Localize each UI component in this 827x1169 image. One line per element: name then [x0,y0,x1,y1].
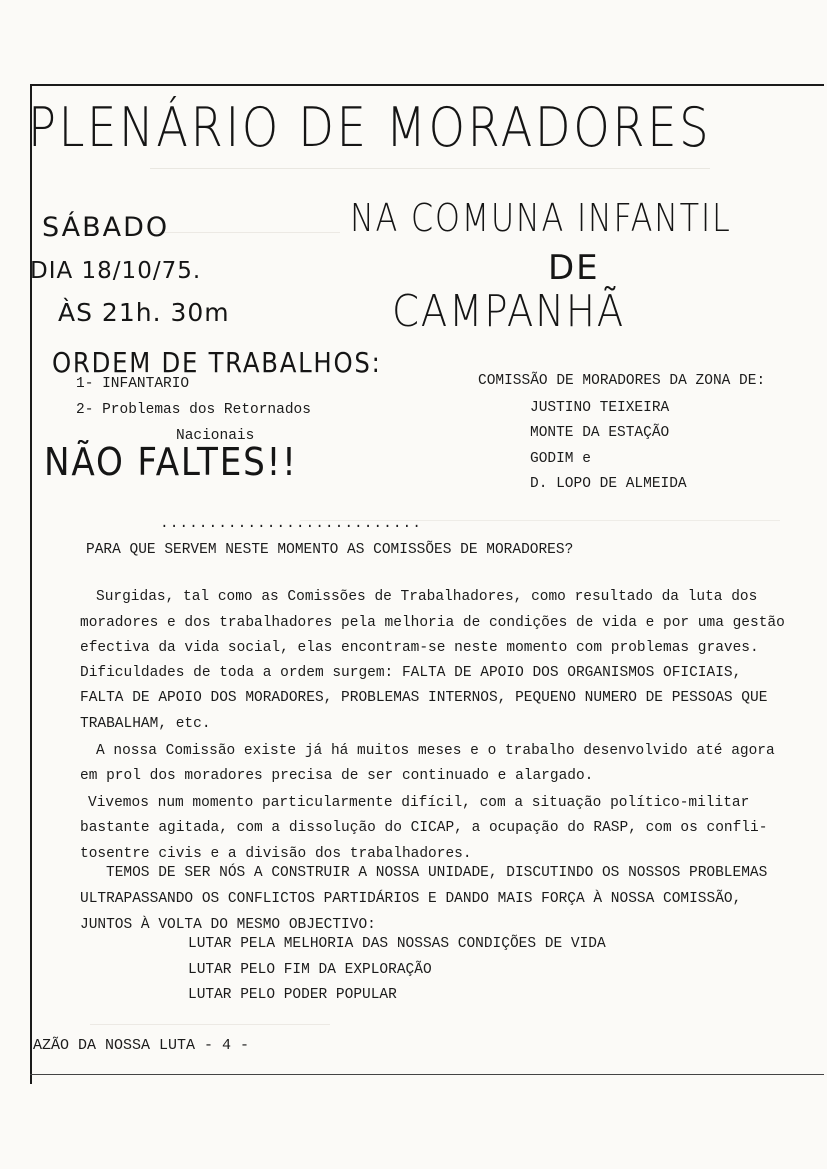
body-line: em prol dos moradores precisa de ser continuado e alargado. [80,768,594,784]
body-line: JUNTOS À VOLTA DO MESMO OBJECTIVO: [80,917,376,933]
call-to-action: NÃO FALTES!! [44,440,298,484]
event-date: DIA 18/10/75. [30,258,202,284]
event-time: ÀS 21h. 30m [58,298,230,327]
event-day: SÁBADO [42,212,170,243]
agenda-item-2: 2- Problemas dos Retornados [76,402,311,418]
body-line: Dificuldades de toda a ordem surgem: FALTA DE APOIO DOS ORGANISMOS OFICIAIS, [80,665,742,681]
body-line: efectiva da vida social, elas encontram-se neste momento com problemas graves. [80,640,759,656]
section-question: PARA QUE SERVEM NESTE MOMENTO AS COMISSÕES DE MORADORES? [86,542,574,558]
agenda-item-1: 1- INFANTARIO [76,376,190,392]
commission-title: COMISSÃO DE MORADORES DA ZONA DE: [478,373,766,389]
page-title: PLENÁRIO DE MORADORES [28,96,712,159]
body-line: TRABALHAM, etc. [80,716,211,732]
venue-line-1: NA COMUNA INFANTIL [350,196,732,240]
slogan: LUTAR PELO FIM DA EXPLORAÇÃO [188,962,432,978]
body-line: moradores e dos trabalhadores pela melhoria de condições de vida e por uma gestão [80,615,785,631]
commission-area: D. LOPO DE ALMEIDA [530,476,687,492]
body-line: bastante agitada, com a dissolução do CICAP, a ocupação do RASP, com os confli- [80,820,768,836]
bleed-through-mark [90,1024,330,1025]
body-line: tosentre civis e a divisão dos trabalhadores. [80,846,472,862]
venue-line-3: CAMPANHÃ [392,286,625,337]
commission-area: GODIM e [530,451,591,467]
page-footer: AZÃO DA NOSSA LUTA - 4 - [33,1037,250,1054]
venue-line-2: DE [548,248,600,288]
body-line: A nossa Comissão existe já há muitos meses e o trabalho desenvolvido até agora [96,743,775,759]
body-line: Vivemos num momento particularmente difícil, com a situação político-militar [88,795,750,811]
body-line: FALTA DE APOIO DOS MORADORES, PROBLEMAS INTERNOS, PEQUENO NUMERO DE PESSOAS QUE [80,690,768,706]
bottom-rule [30,1074,824,1075]
slogan: LUTAR PELA MELHORIA DAS NOSSAS CONDIÇÕES DE VIDA [188,936,606,952]
body-line: Surgidas, tal como as Comissões de Trabalhadores, como resultado da luta dos [96,589,758,605]
agenda-heading: ORDEM DE TRABALHOS: [52,346,382,379]
agenda-item-2-continuation: Nacionais [176,428,255,444]
bleed-through-mark [150,232,340,233]
separator: ........................... [160,516,422,532]
slogan: LUTAR PELO PODER POPULAR [188,987,397,1003]
body-line: TEMOS DE SER NÓS A CONSTRUIR A NOSSA UNIDADE, DISCUTINDO OS NOSSOS PROBLEMAS [106,865,768,881]
commission-area: JUSTINO TEIXEIRA [530,400,670,416]
commission-area: MONTE DA ESTAÇÃO [530,425,670,441]
body-line: ULTRAPASSANDO OS CONFLICTOS PARTIDÁRIOS E DANDO MAIS FORÇA À NOSSA COMISSÃO, [80,891,742,907]
bleed-through-mark [150,168,710,169]
